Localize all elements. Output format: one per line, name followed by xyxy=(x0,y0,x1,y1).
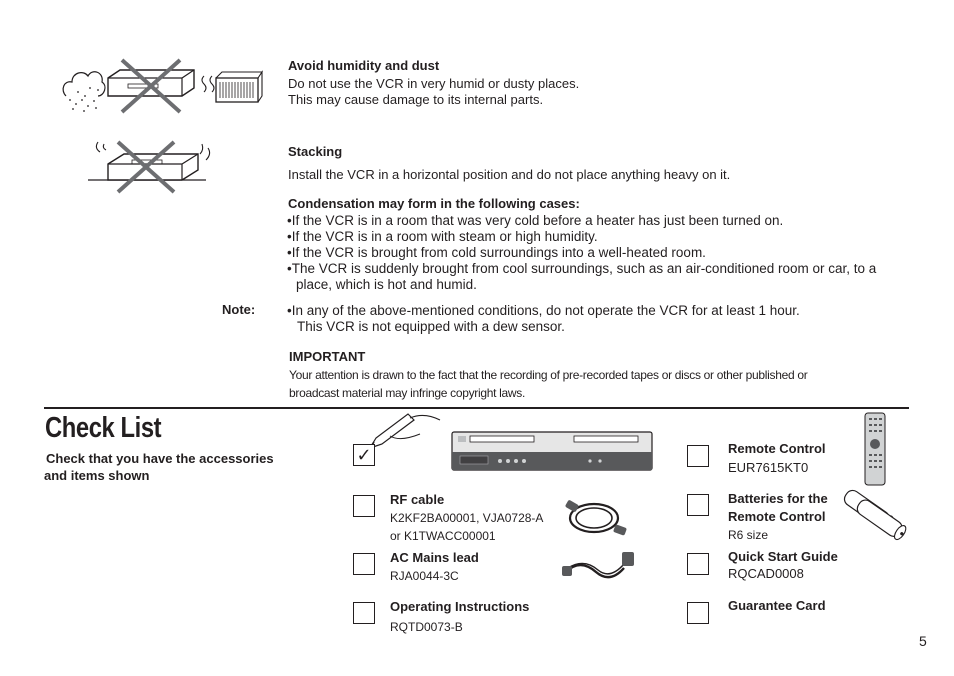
page-number: 5 xyxy=(919,633,927,649)
rf-cable-icon xyxy=(560,496,632,544)
quick-start-guide-checkbox[interactable] xyxy=(687,553,709,575)
stacking-text: Install the VCR in a horizontal position and do not place anything heavy on it. xyxy=(288,167,731,182)
operating-instructions-checkbox[interactable] xyxy=(353,602,375,624)
checklist-title: Check List xyxy=(45,412,162,444)
vcr-dvd-recorder-image xyxy=(450,430,656,474)
humidity-dust-illustration xyxy=(58,56,268,120)
list-item: • The VCR is suddenly brought from cool surroundings, such as an air-conditioned room or car, to a place, which is hot and humid. xyxy=(287,261,907,293)
remote-control-name: Remote Control xyxy=(728,441,826,456)
condensation-heading: Condensation may form in the following cases: xyxy=(288,196,580,211)
ac-mains-code: RJA0044-3C xyxy=(390,569,459,583)
batteries-icon xyxy=(836,488,914,544)
important-line-1: Your attention is drawn to the fact that the recording of pre-recorded tapes or discs or other published or xyxy=(289,368,808,382)
humidity-line-2: This may cause damage to its internal parts. xyxy=(288,92,544,107)
stacking-heading: Stacking xyxy=(288,144,343,159)
remote-control-icon xyxy=(864,412,886,486)
rf-cable-name: RF cable xyxy=(390,492,445,507)
rf-cable-code-2: or K1TWACC00001 xyxy=(390,529,496,543)
guarantee-card-checkbox[interactable] xyxy=(687,602,709,624)
remote-control-checkbox[interactable] xyxy=(687,445,709,467)
checklist-intro-line-1: Check that you have the accessories xyxy=(46,451,274,466)
stacking-illustration xyxy=(86,136,226,196)
note-line-2: This VCR is not equipped with a dew sensor. xyxy=(297,319,565,334)
note-line-1: • In any of the above-mentioned conditions, do not operate the VCR for at least 1 hour. xyxy=(287,303,907,319)
ac-mains-name: AC Mains lead xyxy=(390,550,479,565)
check-mark-icon: ✓ xyxy=(356,444,372,465)
list-item: • If the VCR is in a room that was very cold before a heater has just been turned on. xyxy=(287,213,907,229)
quick-start-guide-code: RQCAD0008 xyxy=(728,566,804,581)
list-item: • If the VCR is brought from cold surroundings into a well-heated room. xyxy=(287,245,907,261)
example-checkbox[interactable] xyxy=(353,444,375,466)
quick-start-guide-name: Quick Start Guide xyxy=(728,549,838,564)
rf-cable-code-1: K2KF2BA00001, VJA0728-A xyxy=(390,511,544,525)
note-label: Note: xyxy=(222,302,256,317)
ac-mains-lead-icon xyxy=(560,544,640,584)
list-item: • If the VCR is in a room with steam or high humidity. xyxy=(287,229,907,245)
note-list xyxy=(287,303,907,319)
batteries-name-line-2: Remote Control xyxy=(728,509,826,524)
checklist-intro-line-2: and items shown xyxy=(44,468,150,483)
condensation-list xyxy=(287,213,907,293)
guarantee-card-name: Guarantee Card xyxy=(728,598,826,613)
humidity-line-1: Do not use the VCR in very humid or dusty places. xyxy=(288,76,580,91)
remote-control-code: EUR7615KT0 xyxy=(728,460,809,475)
batteries-name-line-1: Batteries for the xyxy=(728,491,828,506)
rf-cable-checkbox[interactable] xyxy=(353,495,375,517)
ac-mains-checkbox[interactable] xyxy=(353,553,375,575)
important-heading: IMPORTANT xyxy=(289,349,366,364)
batteries-code: R6 size xyxy=(728,528,769,542)
section-divider xyxy=(44,407,909,409)
operating-instructions-code: RQTD0073-B xyxy=(390,620,463,634)
batteries-checkbox[interactable] xyxy=(687,494,709,516)
humidity-heading: Avoid humidity and dust xyxy=(288,58,440,73)
operating-instructions-name: Operating Instructions xyxy=(390,599,530,614)
important-line-2: broadcast material may infringe copyright laws. xyxy=(289,386,526,400)
